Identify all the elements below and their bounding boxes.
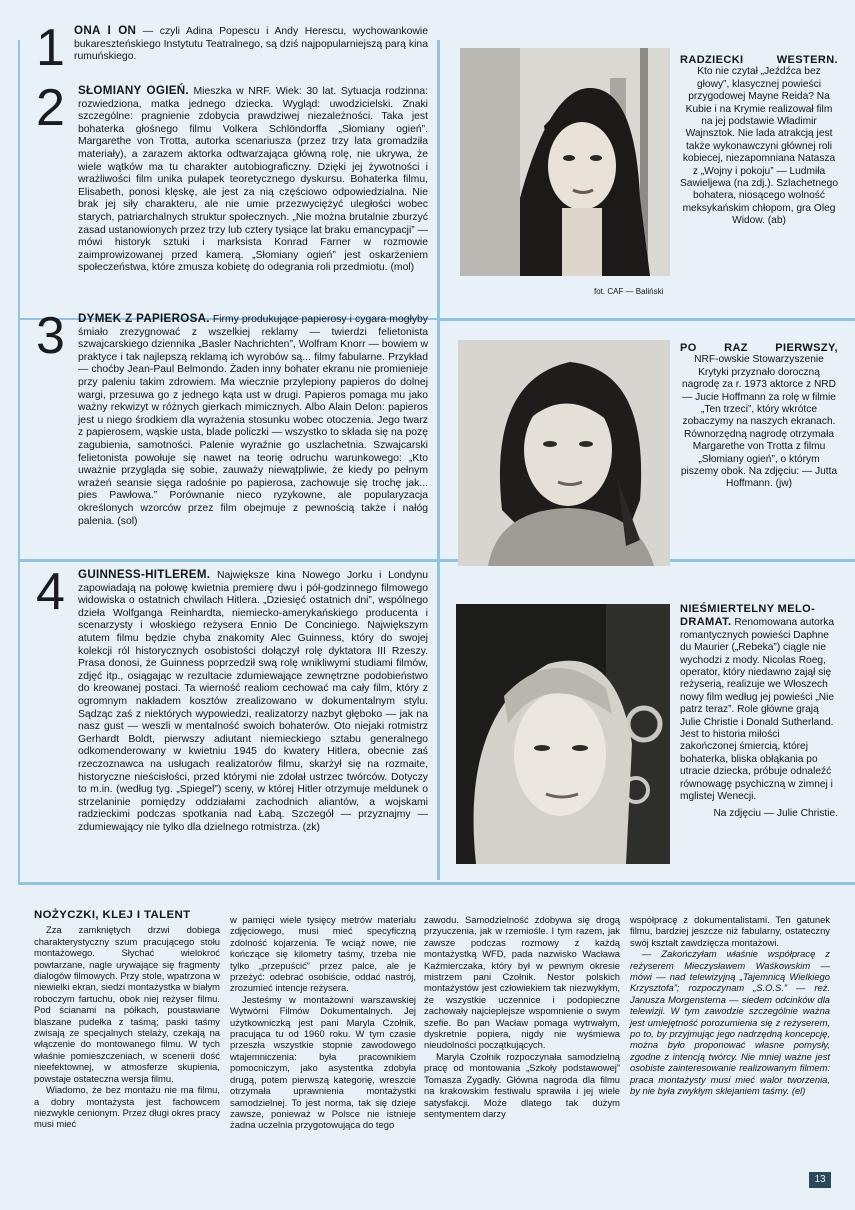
photo-jutta-hoffmann	[458, 340, 670, 566]
page-number: 13	[809, 1172, 831, 1188]
side-title: PO RAZ PIERWSZY,	[680, 342, 838, 354]
article-column-1	[34, 910, 220, 1130]
article-paragraph: — Zakończyłam właśnie współpracę z reżyserem Mieczysławem Waśkowskim — mówi — nad telewizyjną „Tajemnicą Wielkiego Krzysztofa”; rozpoczynam „S.O.S.” — reż. Janusza Morgensterna — siedem odcinków dla telewizji. W tym zawodzie szczególnie ważna jest umiejętność porozumienia się z reżyserem, po to, by przyjmując jego nadrzędną koncepcję, można było proponować własne pomysły, zgodne z intencją twórcy. Nie mniej ważne jest osobiste zainteresowanie realizowanym filmem: praca montażysty musi mieć walor tworzenia, by nie była zwykłym sklejaniem taśmy. (el)	[630, 948, 830, 1097]
side-niesmiertelny-melodramat	[680, 603, 838, 820]
story-body: Największe kina Nowego Jorku i Londynu zapowiadają na połowę kwietnia premierę dwu i pół-godzinnego filmowego widowiska o ostatnich chwilach Hitlera. „Dziesięć ostatnich dni”, wspólnego dzieła Wolfganga Reinhardta, niemiecko-amerykańskiego producenta i scenarzysty i włoskiego reżysera Ennio De Conciniego. Największym atutem filmu będzie chyba znakomity Alec Guinness, który do swojej kolekcji ról historycznych osobistości dołączył rolę dyktatora III Rzeszy. Prasa donosi, że Guinness poprzedził swą rolę wnikliwymi studiami filmów, zdjęć itp., osiągając w rezultacie zdumiewające zewnętrzne podobieństwo do kreowanej postaci. Ta wierność realiom cechować ma cały film, który z ogromnym nakładem kosztów zrealizowano w dokumentalnym stylu. Sądząc zaś z niektórych wypowiedzi, realizatorzy nazbyt głęboko — jak na nasz gust — weszli w mentalność swoich bohaterów. Oto niejaki rotmistrz Gerhardt Boldt, pierwszy adiutant niemieckiego sztabu generalnego odkomenderowany w kwietniu 1945 do kwatery Hitlera, obecnie zaś rzeczoznawca na usługach realizatorów filmu, skarżył się na rozmaite, historyczne nieścisłości, przed którymi nie zdołał ustrzec twórców. Dotyczy to m.in. (według tyg. „Spiegel”) sceny, w której Hitler otrzymuje meldunek o strzelaninie pomiędzy oddziałami zachodnich aliantów, a wojskami radzieckimi podczas spotkania nad Łabą. Szczegół — przyznajmy — zdumiewający nie tylko dla dzielnego rotmistrza. (zk)	[78, 570, 428, 833]
story-body: — czyli Adina Popescu i Andy Herescu, wychowankowie bukareszteńskiego Instytutu Teatralnego, są dziś najpopularniejszą parą kina rumuńskiego.	[74, 26, 428, 63]
side-body: Renomowana autorka romantycznych powieści Daphne du Maurier („Rebeka”) ciągle nie wychodzi z mody. Nicolas Roeg, operator, który niedawno zajął się reżyserią, realizuje we Włoszech nowy film według jej powieści „Nie patrz teraz”. Role główne grają Julie Christie i Donald Sutherland. Jest to historia miłości zakończonej śmiercią, której bohaterka, bliska obłąkania po utracie dziecka, próbuje odnaleźć równowagę psychiczną w zimnej i mglistej Wenecji.	[680, 617, 835, 803]
article-paragraph: w pamięci wiele tysięcy metrów materiału zdjęciowego, musi mieć specyficzną zdolność kojarzenia. Te wciąż nowe, nie kończące się kilometry taśmy, trzeba nie tylko „przepuścić” przez palce, ale je przeżyć: odebrać osobiście, oddać nastrój, zrozumieć intencje reżysera.	[230, 914, 416, 994]
photo-ludmila-sawieljewa	[460, 48, 670, 276]
story-guinness-hitlerem	[36, 569, 428, 834]
photo-julie-christie	[456, 604, 670, 864]
column-divider	[437, 40, 440, 880]
story-dymek-z-papierosa	[36, 313, 428, 528]
border-left	[18, 40, 20, 882]
photo-credit: fot. CAF — Baliński	[594, 287, 664, 296]
article-paragraph: Maryla Czołnik rozpoczynała samodzielną pracę od montowania „Szkoły podstawowej” Tomasza Zygadły. Główna nagroda dla filmu na krakowskim festiwalu sprawiła i jej wiele satysfakcji. Może dlatego tak dużym sentymentem darzy	[424, 1050, 620, 1119]
story-title: DYMEK Z PAPIEROSA.	[78, 312, 210, 325]
story-number: 1	[36, 19, 65, 77]
side-body: NRF-owskie Stowarzyszenie Krytyki przyznało doroczną nagrodę za r. 1973 aktorce z NRD — Jucie Hoffmann za rolę w filmie „Ten trzeci”, który wkrótce zobaczymy na naszych ekranach. Równorzędną nagrodę otrzymała Margarethe von Trotta z filmu „Słomiany ogień”, o którym piszemy obok. Na zdjęciu: — Jutta Hoffmann. (jw)	[680, 354, 838, 490]
story-title: ONA I ON	[74, 24, 137, 37]
article-paragraph: Zza zamkniętych drzwi dobiega charakterystyczny szum pracującego stołu montażowego. Słychać wielokroć powtarzane, nagle urywające się fragmenty dialogów filmowych. Przy stole, wpatrzona w niewielki ekran, siedzi montażystka w białym roboczym fartuchu, obok niej reżyser filmu. Pod ścianami na półkach, poustawiane blaszane pudełka z taśmą; paski taśmy zwisają ze specjalnych stelaży, czekają na włączenie do montowanego filmu. W tych właśnie pomieszczeniach, w scenerii dość nieefektownej, w atmosferze skupienia, powstaje ostateczna wersja filmu.	[34, 924, 220, 1084]
row-divider	[18, 882, 855, 885]
article-paragraph: współpracę z dokumentalistami. Ten gatunek filmu, bardziej jeszcze niż fabularny, ostateczny swój kształt zawdzięcza montażowi.	[630, 914, 830, 948]
article-column-2	[230, 914, 416, 1131]
story-body: Mieszka w NRF. Wiek: 30 lat. Sytuacja rodzinna: rozwiedziona, matka jednego dziecka. Wygląd: uwodzicielski. Znaki szczególne: pragnienie zdobycia prawdziwej niezależności. Taka jest bohaterka głośnego filmu Volkera Schlöndorffa „Słomiany ogień”. Margarethe von Trotta, autorka scenariusza (przez trzy lata gromadziła materiały), a zarazem aktorka odtwarzająca główną rolę, nie ukrywa, że wiele wątków ma tu charakter autobiograficzny. Dzięki jej żywotności i wrażliwości film unika pułapek teoretycznego dyskursu. Bohaterka filmu, Elisabeth, ponosi klęskę, ale jest za nią częściowo odpowiedzialna. Nie brak jej siły charakteru, ale nie umie przezwyciężyć uległości wobec starych, patriarchalnych struktur społecznych. „Nie można brutalnie zburzyć zasad ustanowionych przez trzy lub cztery tysiące lat braku emancypacji” — mówi historyk sztuki i marksista Konrad Farner w rozmowie zaimprowizowanej przed kamerą. „Słomiany ogień” jest oskarżeniem społeczeństwa, które zmusza kobietę do odegrania roli przedmiotu. (mol)	[78, 86, 428, 274]
side-po-raz-pierwszy	[680, 342, 838, 491]
story-body: Firmy produkujące papierosy i cygara mogłyby śmiało zrezygnować z wszelkiej reklamy — twierdzi felietonista szwajcarskiego dziennika „Basler Nachrichten”, Wolfram Knorr — bowiem w praktyce i tak najlepszą reklamą ich wyrobów są... filmy fabularne. Przykład — choćby Jean-Paul Belmondo. Żaden inny bohater ekranu nie promienieje przy paleniu takim zdrowiem. Ma wiecznie przylepiony papieros do dolnej wargi, przesuwa go z jednego kąta ust w drugi. Papieros pomaga mu jako ważny rekwizyt w różnych gierkach mimicznych. Albo Alain Delon: papieros jest u niego środkiem dla wyrażenia stosunku wobec otoczenia. Jego twarz z papierosem, wąskie usta, blade policzki — wszystko to składa się na pozę zagubienia, samotności. Palenie wyraźnie go uszlachetnia. Szwajcarski felietonista powołuje się nawet na teorię odruchu warunkowego: „Kto uważnie przygląda się sobie, zauważy niewątpliwie, że kiedy po pełnym wrażeń seansie sięga radośnie po papierosa, zachowuje się trochę jak... pies Pawłowa.” Porównanie nieco ryzykowne, ale popularyzacja określonych wzorców przez film obejmuje z pewnością także i nałóg palenia. (sol)	[78, 314, 428, 527]
story-number: 2	[36, 79, 65, 137]
story-number: 3	[36, 307, 65, 365]
article-paragraph: zawodu. Samodzielność zdobywa się drogą przyuczenia, jak w rzemiośle. I tym razem, jak zawsze podczas rozmowy z każdą montażystką WFD, pada nazwisko Wacława Kaźmierczaka, który był w pewnym okresie mistrzem pani Czołnik. Nestor polskich montażystów jest człowiekiem tak niezwykłym, że wszystkie uczennice i podopieczne zachowały najcieplejsze wspomnienie o swym szefie. Bo pan Wacław pomaga wytrwałym, dyskretnie popiera, nigdy nie wyśmiewa nieudolności początkujących.	[424, 914, 620, 1051]
article-title: NOŻYCZKI, KLEJ I TALENT	[34, 909, 191, 921]
row-divider	[437, 318, 855, 321]
side-caption: Na zdjęciu — Julie Christie.	[713, 807, 838, 819]
article-paragraph: Jesteśmy w montażowni warszawskiej Wytwórni Filmów Dokumentalnych. Jej użytkowniczką jest pani Maryla Czołnik, pracująca tu od 1960 roku. W tym czasie przeszła wszystkie stopnie zawodowego wtajemniczenia: była pracownikiem pomocniczym, jako asystentka zdobyła drugą, potem pierwszą kategorię, wreszcie otrzymała uprawnienia montażystki samodzielnej. To jest norma, tak się dzieje zawsze, ponieważ w Polsce nie istnieje żadna uczelnia przygotowująca do tego	[230, 993, 416, 1131]
side-title: RADZIECKI WESTERN.	[680, 54, 838, 66]
article-column-4	[630, 914, 830, 1097]
story-number: 4	[36, 563, 65, 621]
story-title: SŁOMIANY OGIEŃ.	[78, 84, 189, 97]
story-title: GUINNESS-HITLEREM.	[78, 568, 211, 581]
article-paragraph: Wiadomo, że bez montażu nie ma filmu, a dobry montażysta jest fachowcem niezwykle cenionym. Przez długi okres pracy musi mieć	[34, 1084, 221, 1130]
story-slomiany-ogien	[36, 85, 428, 275]
article-column-3	[424, 914, 620, 1119]
side-body: Kto nie czytał „Jeźdźca bez głowy”, klasycznej powieści przygodowej Mayne Reida? Na Kubie i na Krymie realizował film na jej podstawie Władimir Wajnsztok. Nie lada atrakcją jest także wykonawczyni głównej roli kobiecej, niezapomniana Natasza z „Wojny i pokoju” — Ludmiła Sawieljewa (na zdj.). Szlachetnego bohatera, niosącego wolność meksykańskim chłopom, gra Oleg Widow. (ab)	[680, 66, 838, 227]
side-title: NIEŚMIERTELNY MELO-DRAMAT.	[680, 603, 816, 629]
story-ona-i-on	[36, 25, 428, 64]
side-radziecki-western	[680, 54, 838, 228]
row-divider	[18, 559, 855, 562]
